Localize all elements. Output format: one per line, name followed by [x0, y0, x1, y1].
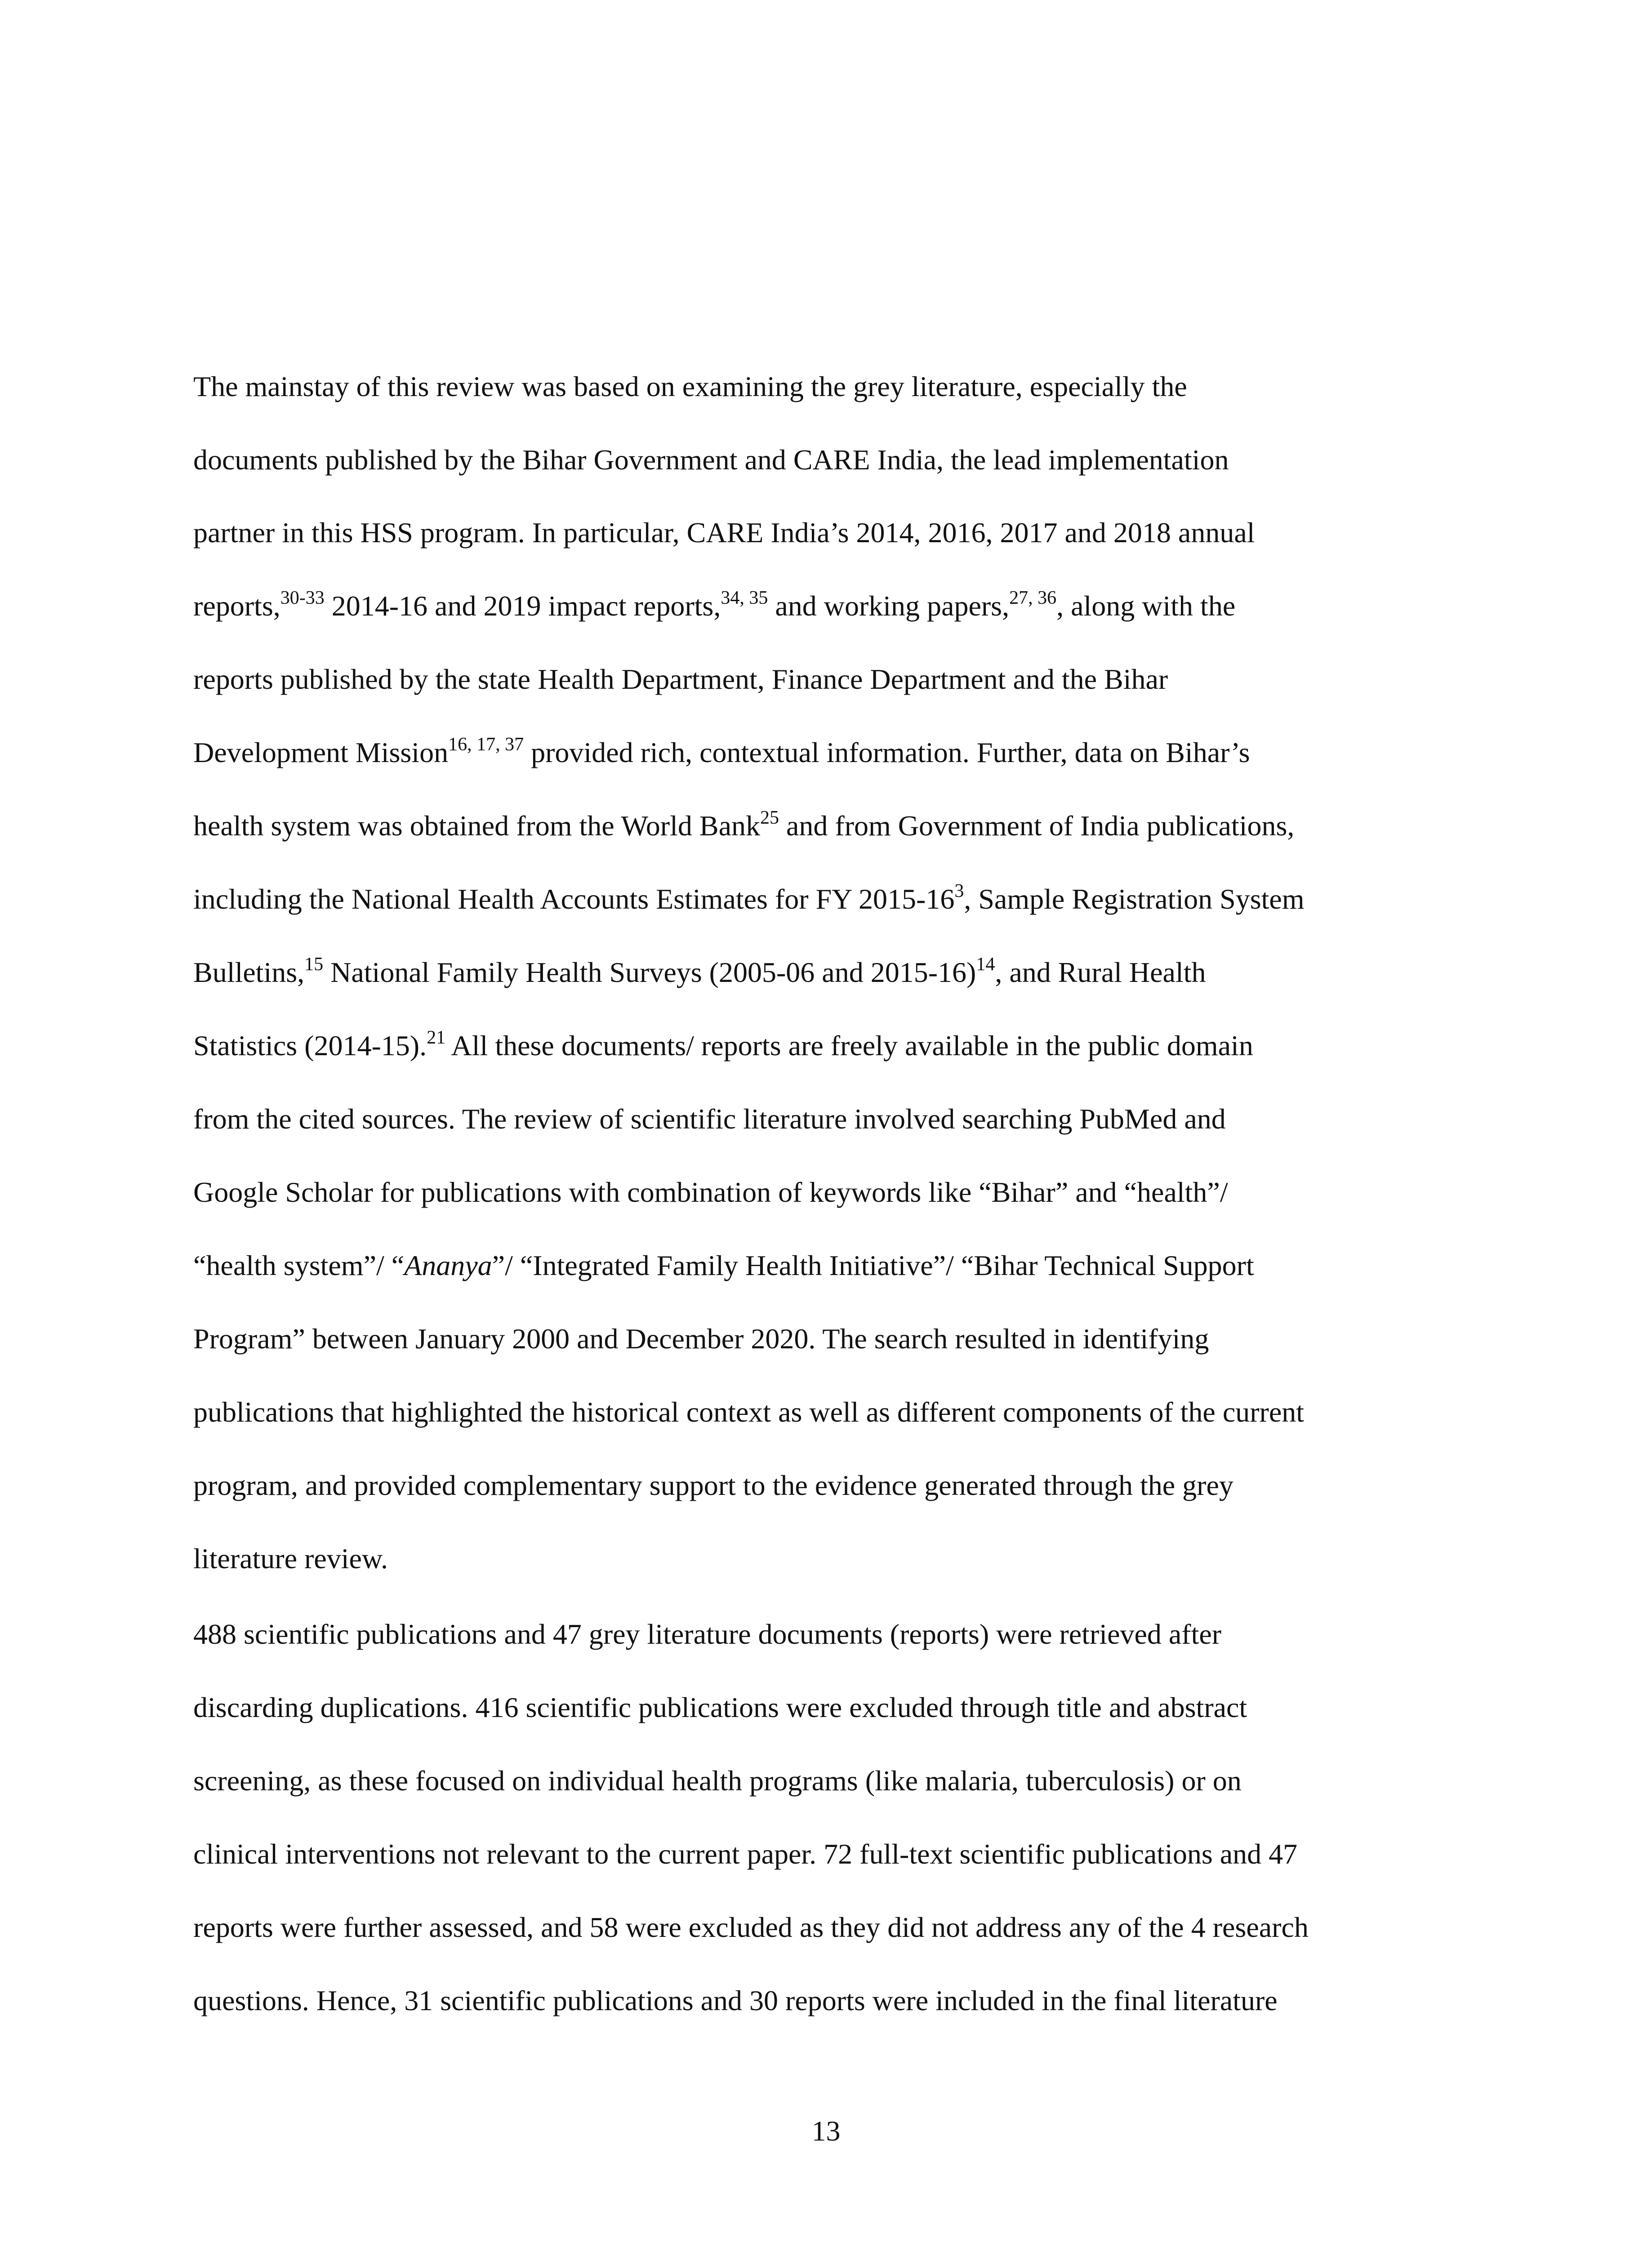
citation-superscript: 15 — [304, 954, 324, 975]
paragraph-2-line-4: clinical interventions not relevant to the current paper. 72 full-text scientific publications and 47 — [193, 1838, 1298, 1870]
text-run: , along with the — [1056, 590, 1236, 622]
text-run: National Family Health Surveys (2005-06 and 2015-16) — [323, 956, 976, 988]
paragraph-1-line-7 — [193, 808, 1294, 844]
text-run: literature review. — [193, 1543, 388, 1574]
text-run: The mainstay of this review was based on examining the grey literature, especially the — [193, 370, 1187, 402]
paragraph-1-line-3 — [193, 515, 1255, 551]
text-run: documents published by the Bihar Government and CARE India, the lead implementation — [193, 444, 1229, 476]
paragraph-1-line-5 — [193, 661, 1168, 697]
text-run: publications that highlighted the historical context as well as different components of the current — [193, 1396, 1305, 1428]
text-run: Program” between January 2000 and December 2020. The search resulted in identifying — [193, 1323, 1209, 1355]
paragraph-1-line-13 — [193, 1248, 1254, 1284]
paragraph-1-line-10 — [193, 1028, 1253, 1064]
text-run: , and Rural Health — [995, 956, 1206, 988]
text-run: ”/ “Integrated Family Health Initiative”/ “Bihar Technical Support — [492, 1249, 1254, 1281]
paragraph-2-line-5: reports were further assessed, and 58 were excluded as they did not address any of the 4 research — [193, 1911, 1309, 1943]
citation-superscript: 27, 36 — [1009, 588, 1057, 608]
text-run: “health system”/ “ — [193, 1249, 405, 1281]
paragraph-1-line-15 — [193, 1394, 1304, 1430]
text-run: Statistics (2014-15). — [193, 1030, 427, 1062]
citation-superscript: 34, 35 — [721, 588, 768, 608]
paragraph-1-line-6 — [193, 735, 1250, 771]
text-run: from the cited sources. The review of scientific literature involved searching PubMed and — [193, 1103, 1226, 1135]
text-run: program, and provided complementary support to the evidence generated through the grey — [193, 1469, 1233, 1501]
text-run: reports, — [193, 590, 281, 622]
text-run: including the National Health Accounts Estimates for FY 2015-16 — [193, 883, 955, 915]
text-run: and from Government of India publications, — [779, 810, 1295, 842]
text-run: , Sample Registration System — [964, 883, 1305, 915]
paragraph-1-line-11 — [193, 1101, 1226, 1137]
italic-term: Ananya — [404, 1249, 492, 1281]
text-run: 2014-16 and 2019 impact reports, — [324, 590, 721, 622]
text-run: and working papers, — [768, 590, 1010, 622]
citation-superscript: 25 — [760, 807, 779, 828]
text-run: reports published by the state Health Department, Finance Department and the Bihar — [193, 663, 1168, 695]
citation-superscript: 21 — [427, 1027, 446, 1048]
text-run: Google Scholar for publications with combination of keywords like “Bihar” and “health”/ — [193, 1176, 1228, 1208]
paragraph-1-line-12 — [193, 1174, 1228, 1210]
text-run: partner in this HSS program. In particular, CARE India’s 2014, 2016, 2017 and 2018 annual — [193, 517, 1255, 549]
paragraph-1-line-2 — [193, 442, 1229, 478]
text-run: health system was obtained from the World Bank — [193, 810, 760, 842]
text-run: Development Mission — [193, 736, 449, 768]
text-run: provided rich, contextual information. Further, data on Bihar’s — [524, 736, 1250, 768]
text-run: All these documents/ reports are freely available in the public domain — [445, 1030, 1253, 1062]
citation-superscript: 14 — [976, 954, 995, 975]
page-number: 13 — [811, 2115, 841, 2147]
paragraph-2-line-3: screening, as these focused on individual health programs (like malaria, tuberculosis) or on — [193, 1765, 1242, 1797]
paragraph-2-line-2: discarding duplications. 416 scientific publications were excluded through title and abstract — [193, 1691, 1247, 1723]
paragraph-2-line-1: 488 scientific publications and 47 grey literature documents (reports) were retrieved after — [193, 1618, 1222, 1650]
citation-superscript: 30-33 — [280, 588, 325, 608]
paragraph-2-line-6: questions. Hence, 31 scientific publications and 30 reports were included in the final literature — [193, 1985, 1278, 2016]
paragraph-1-line-9 — [193, 955, 1206, 990]
citation-superscript: 16, 17, 37 — [448, 734, 524, 755]
paragraph-1-line-16 — [193, 1467, 1233, 1503]
paragraph-1-line-14 — [193, 1321, 1209, 1357]
paragraph-1-line-4 — [193, 588, 1235, 624]
paragraph-1-line-1 — [193, 369, 1187, 405]
text-run: Bulletins, — [193, 956, 305, 988]
citation-superscript: 3 — [954, 881, 964, 901]
paragraph-1-line-17 — [193, 1541, 388, 1577]
paragraph-1-line-8 — [193, 881, 1305, 917]
